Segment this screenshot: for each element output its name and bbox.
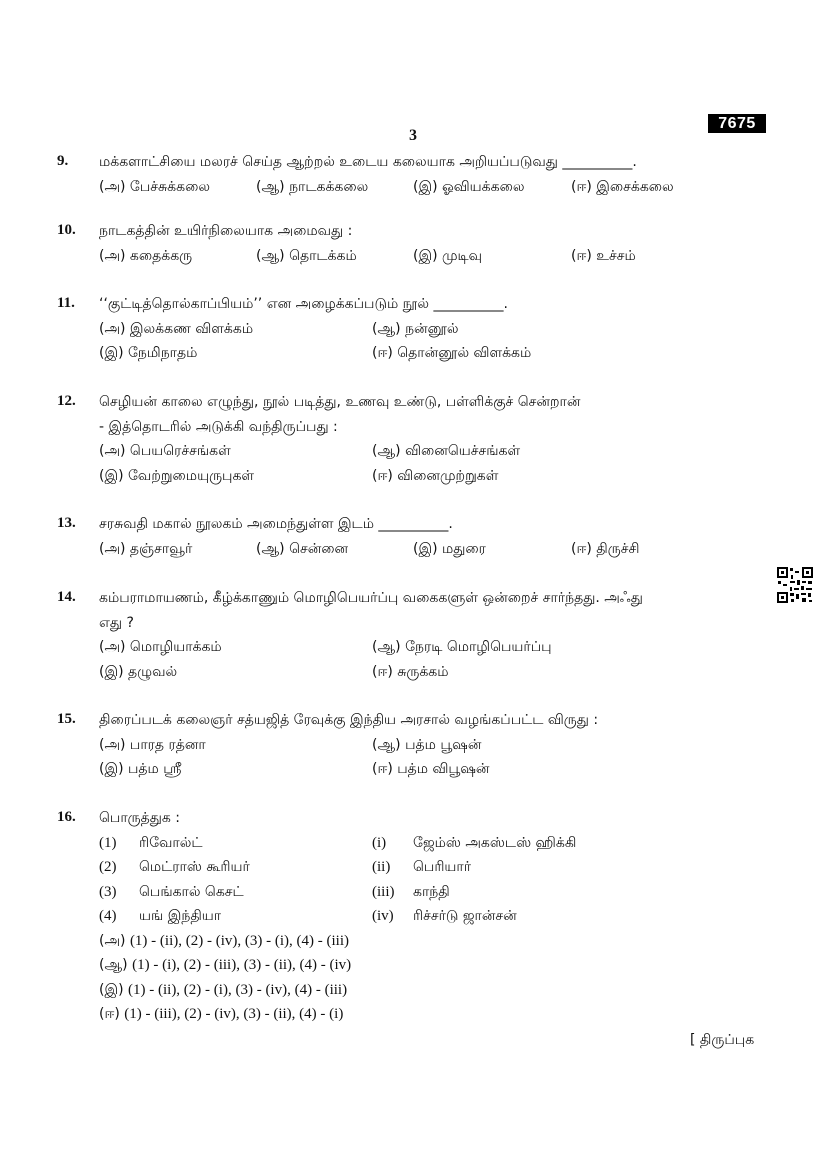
right-item: ஜேம்ஸ் அகஸ்டஸ் ஹிக்கி (413, 834, 577, 851)
option-d[interactable]: (ஈ) தொன்னூல் விளக்கம் (372, 345, 532, 361)
question-text: நாடகத்தின் உயிர்நிலையாக அமைவது : (99, 223, 353, 239)
answer-label: (அ) (99, 932, 126, 949)
question-text: சரசுவதி மகால் நூலகம் அமைந்துள்ள இடம் __________. (99, 516, 453, 532)
question-15 (57, 708, 777, 782)
qr-code-icon (776, 566, 814, 604)
option-b[interactable]: (ஆ) பத்ம பூஷன் (372, 736, 482, 753)
question-16 (57, 806, 777, 1027)
match-row (99, 880, 777, 905)
left-index: (3) (99, 883, 117, 900)
option-b[interactable]: (ஆ) நாடகக்கலை (256, 178, 369, 195)
option-b[interactable]: (ஆ) நேரடி மொழிபெயர்ப்பு (372, 639, 552, 655)
option-d[interactable]: (ஈ) திருச்சி (571, 540, 640, 557)
match-row (99, 831, 777, 856)
question-number: 13. (57, 515, 76, 531)
answer-option-c[interactable] (99, 978, 777, 1003)
question-number: 9. (57, 153, 69, 169)
option-b[interactable]: (ஆ) வினையெச்சங்கள் (372, 443, 521, 459)
answer-value: (1) - (ii), (2) - (iv), (3) - (i), (4) - (iii) (129, 932, 350, 949)
question-text: மக்களாட்சியை மலரச் செய்த ஆற்றல் உடைய கலையாக அறியப்படுவது __________. (99, 154, 637, 170)
question-number: 16. (57, 809, 76, 825)
right-item: காந்தி (413, 883, 450, 900)
answer-value: (1) - (ii), (2) - (i), (3) - (iv), (4) - (iii) (128, 981, 348, 998)
answer-label: (இ) (99, 981, 124, 998)
right-index: (iii) (372, 883, 395, 900)
question-text-continued: எது ? (99, 614, 134, 631)
option-b[interactable]: (ஆ) தொடக்கம் (256, 247, 357, 264)
question-text-continued: - இத்தொடரில் அடுக்கி வந்திருப்பது : (99, 418, 338, 435)
option-c[interactable]: (இ) வேற்றுமையுருபுகள் (99, 467, 255, 484)
option-c[interactable]: (இ) நேமிநாதம் (99, 345, 198, 361)
question-text: கம்பராமாயணம், கீழ்க்காணும் மொழிபெயர்ப்பு வகைகளுள் ஒன்றைச் சார்ந்தது. அஃது (99, 590, 643, 606)
answer-option-b[interactable] (99, 953, 777, 978)
left-index: (4) (99, 908, 117, 924)
question-10 (57, 219, 777, 268)
right-item: பெரியார் (413, 859, 472, 875)
option-d[interactable]: (ஈ) உச்சம் (571, 247, 636, 264)
question-number: 14. (57, 589, 76, 605)
question-text: ‘‘குட்டித்தொல்காப்பியம்’’ என அழைக்கப்படும் நூல் __________. (99, 296, 508, 312)
option-d[interactable]: (ஈ) இசைக்கலை (571, 178, 674, 195)
right-item: ரிச்சர்டு ஜான்சன் (413, 908, 517, 924)
right-index: (iv) (372, 908, 394, 924)
answer-value: (1) - (iii), (2) - (iv), (3) - (ii), (4) - (i) (124, 1006, 344, 1022)
answer-option-d[interactable] (99, 1002, 777, 1027)
option-a[interactable]: (அ) பாரத ரத்னா (99, 736, 206, 753)
paper-code-badge: 7675 (708, 114, 766, 133)
answer-value: (1) - (i), (2) - (iii), (3) - (ii), (4) - (iv) (132, 957, 352, 973)
question-13 (57, 512, 777, 561)
option-d[interactable]: (ஈ) பத்ம விபூஷன் (372, 761, 490, 777)
option-a[interactable]: (அ) பெயரெச்சங்கள் (99, 443, 231, 459)
question-11 (57, 292, 777, 366)
question-number: 15. (57, 711, 76, 727)
option-c[interactable]: (இ) தழுவல் (99, 663, 178, 680)
option-a[interactable]: (அ) பேச்சுக்கலை (99, 178, 210, 195)
option-c[interactable]: (இ) மதுரை (413, 540, 486, 557)
question-number: 12. (57, 393, 76, 409)
match-row (99, 904, 777, 929)
question-number: 11. (57, 295, 75, 311)
left-item: யங் இந்தியா (139, 908, 222, 924)
question-text: திரைப்படக் கலைஞர் சத்யஜித் ரேவுக்கு இந்திய அரசால் வழங்கப்பட்ட விருது : (99, 712, 599, 728)
option-c[interactable]: (இ) ஓவியக்கலை (413, 178, 525, 195)
answer-option-a[interactable] (99, 929, 777, 954)
option-d[interactable]: (ஈ) வினைமுற்றுகள் (372, 467, 499, 484)
turn-over-note: [ திருப்புக (690, 1032, 755, 1048)
answer-label: (ஈ) (99, 1006, 120, 1022)
option-c[interactable]: (இ) முடிவு (413, 247, 483, 264)
option-a[interactable]: (அ) மொழியாக்கம் (99, 639, 222, 655)
question-9 (57, 150, 777, 199)
question-number: 10. (57, 222, 76, 238)
left-index: (2) (99, 859, 117, 875)
left-item: ரிவோல்ட் (139, 834, 203, 851)
left-index: (1) (99, 834, 117, 851)
option-c[interactable]: (இ) பத்ம ஸ்ரீ (99, 761, 182, 777)
option-a[interactable]: (அ) இலக்கண விளக்கம் (99, 320, 254, 337)
question-14 (57, 586, 777, 684)
left-item: மெட்ராஸ் கூரியர் (139, 859, 250, 875)
question-text: பொருத்துக : (99, 810, 180, 826)
question-12 (57, 390, 777, 488)
option-b[interactable]: (ஆ) சென்னை (256, 540, 349, 557)
answer-label: (ஆ) (99, 957, 128, 973)
left-item: பெங்கால் கெசட் (139, 883, 244, 900)
match-row (99, 855, 777, 880)
option-b[interactable]: (ஆ) நன்னூல் (372, 320, 459, 337)
right-index: (ii) (372, 859, 391, 875)
option-a[interactable]: (அ) தஞ்சாவூர் (99, 540, 193, 557)
option-d[interactable]: (ஈ) சுருக்கம் (372, 663, 449, 680)
page-number: 3 (409, 127, 417, 144)
question-text: செழியன் காலை எழுந்து, நூல் படித்து, உணவு உண்டு, பள்ளிக்குச் சென்றான் (99, 394, 581, 410)
option-a[interactable]: (அ) கதைக்கரு (99, 247, 193, 264)
right-index: (i) (372, 834, 387, 851)
